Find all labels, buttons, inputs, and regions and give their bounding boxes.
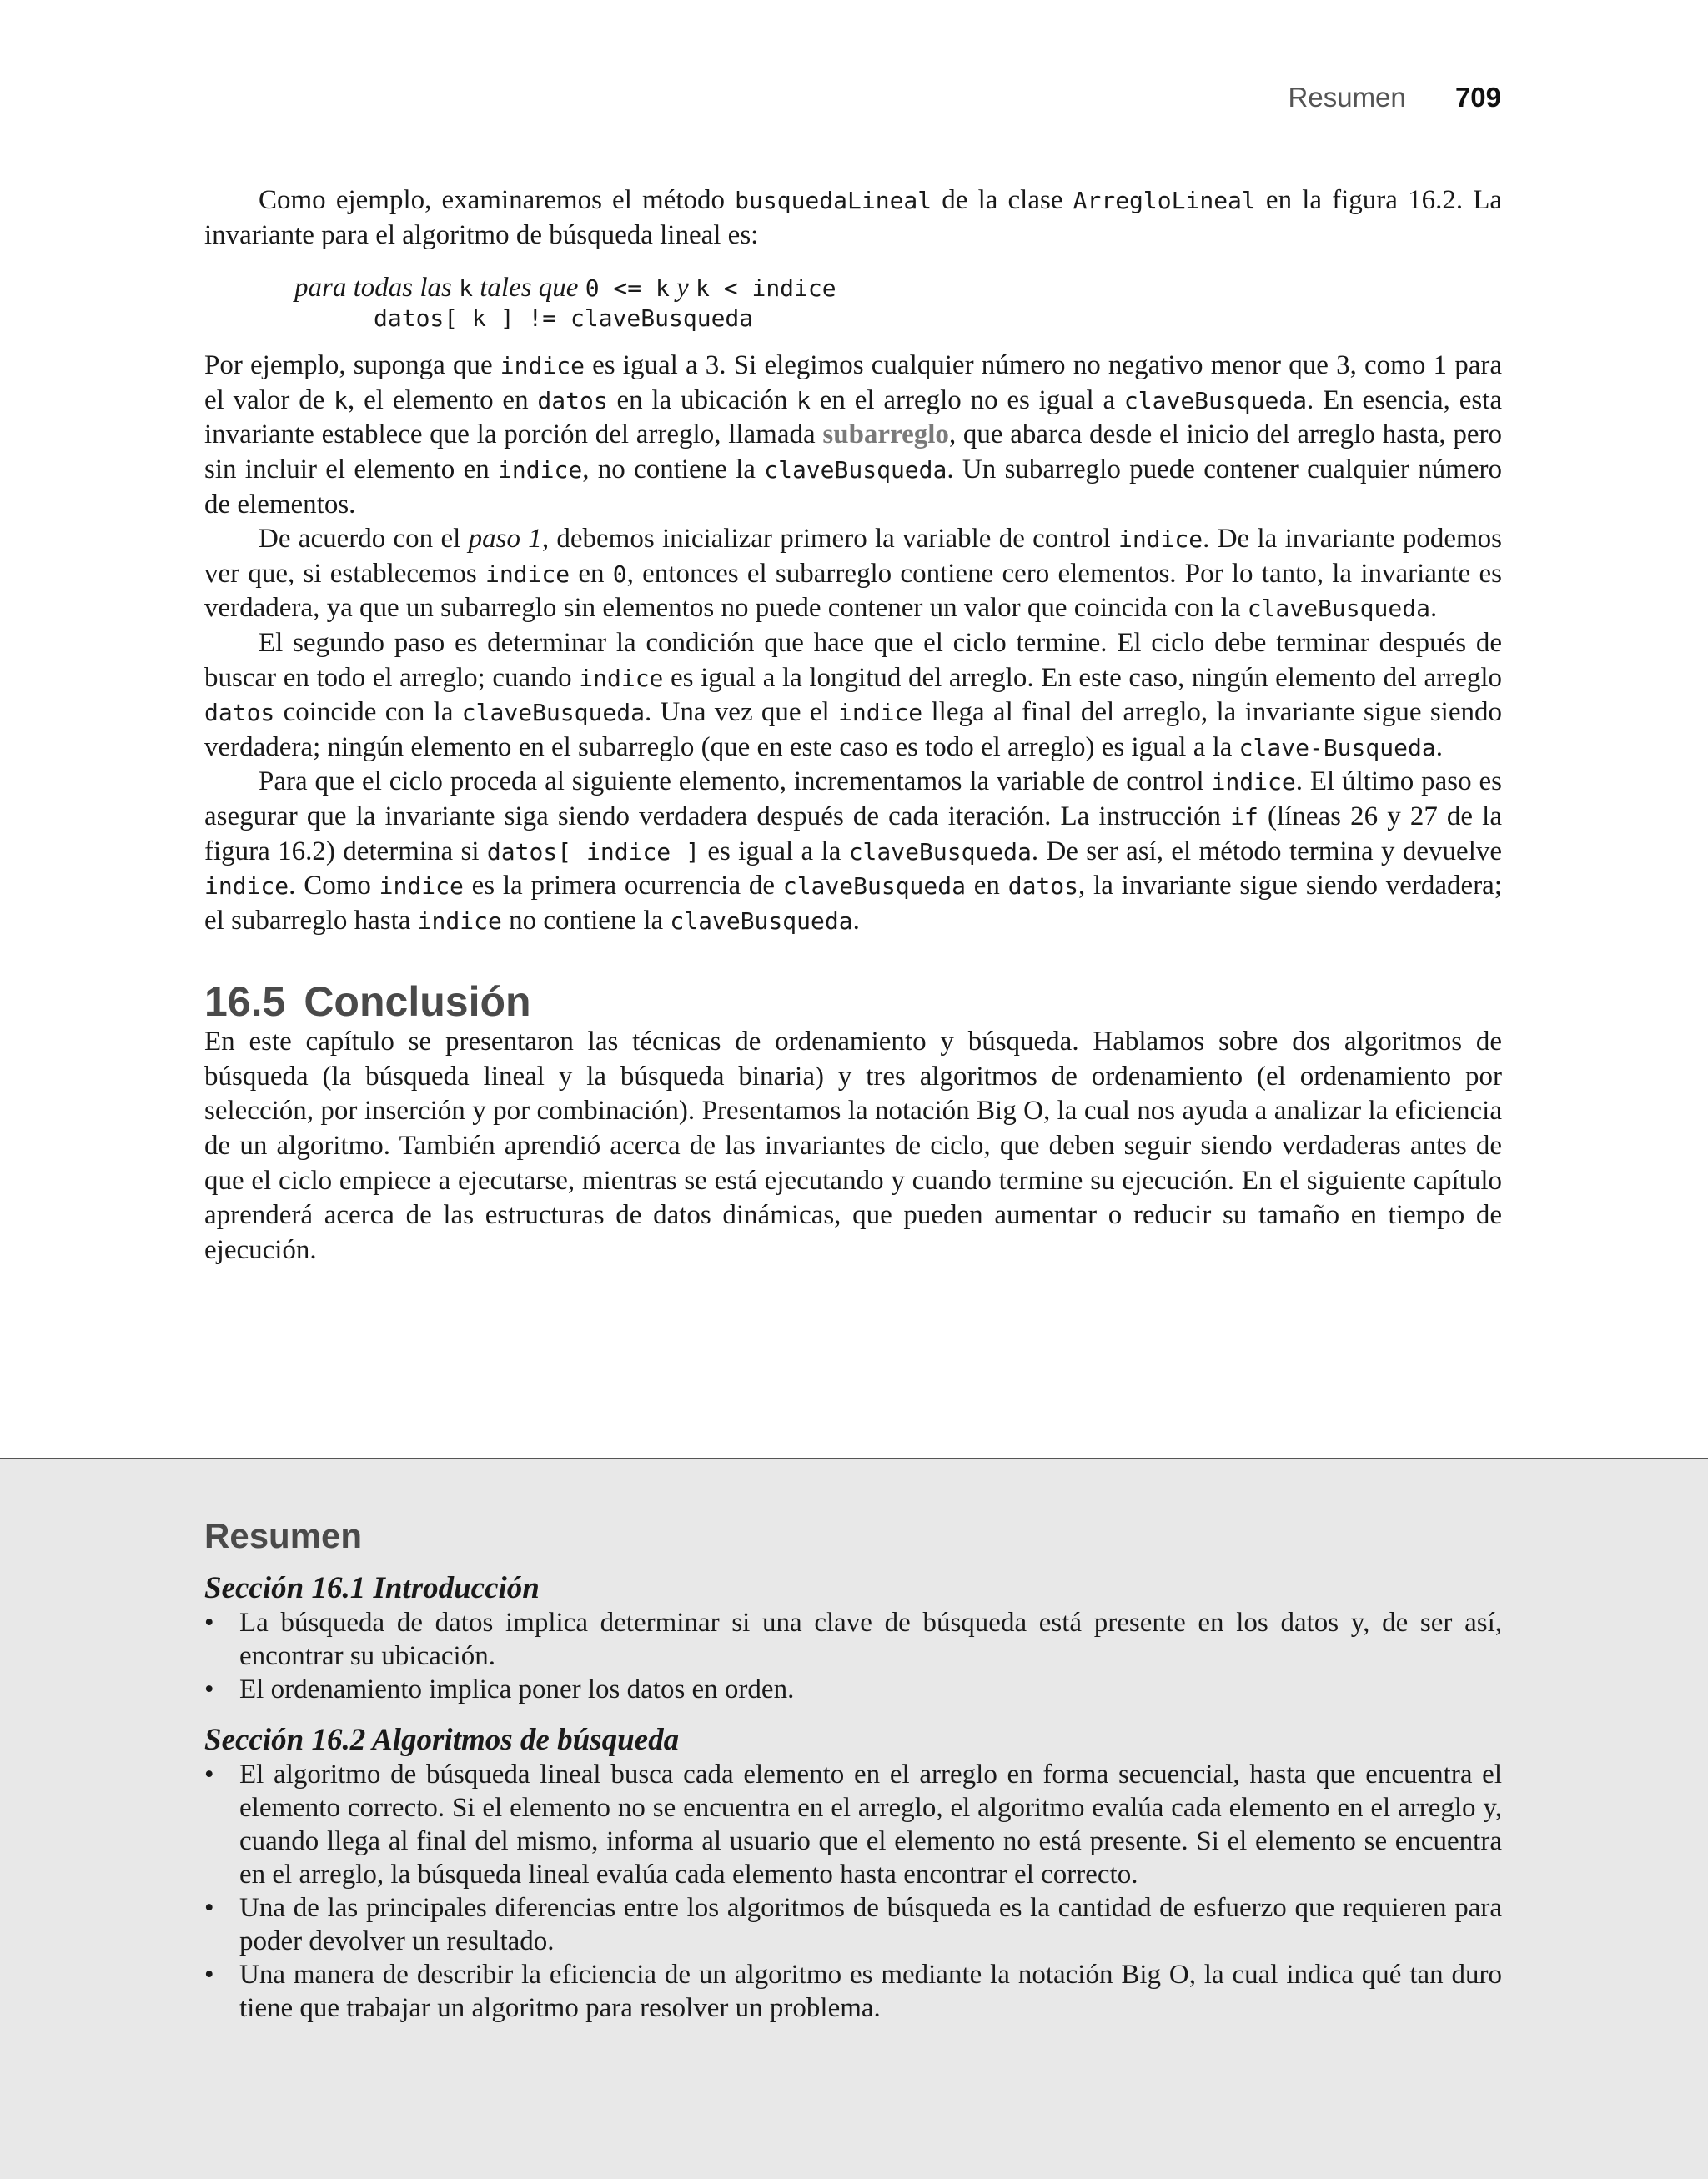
- list-item: • Una manera de describir la eficiencia de un algoritmo es mediante la notación Big O, la cual indica qué tan duro tiene que trabajar un algoritmo para resolver un problema.: [204, 1960, 1502, 2023]
- section-heading: [204, 978, 1502, 1025]
- section-number: 16.5: [204, 978, 286, 1026]
- page-number: 709: [1454, 82, 1501, 113]
- bullet-icon: •: [204, 1608, 214, 1638]
- main-content: [204, 183, 1502, 1268]
- paragraph-step3: Para que el ciclo proceda al siguiente elemento, incrementamos la variable de control indice. El último paso es asegurar que la invariante siga siendo verdadera después de cada iteración. La instrucción if (líneas 26 y 27 de la figura 16.2) determina si datos[ indice ] es igual a la claveBusqueda. De ser así, el método termina y devuelve indice. Como indice es la primera ocurrencia de claveBusqueda en datos, la invariante sigue siendo verdadera; el subarreglo hasta indice no contiene la claveBusqueda.: [204, 766, 1503, 936]
- header-section: Resumen: [1288, 82, 1406, 113]
- bullet-icon: •: [204, 1674, 214, 1705]
- summary-panel: [0, 1458, 1708, 2179]
- conclusion-paragraph: En este capítulo se presentaron las técnicas de ordenamiento y búsqueda. Hablamos sobre dos algoritmos de búsqueda (la búsqueda lineal y la búsqueda binaria) y tres algoritmos de ordenamiento (el ordenamiento por selección, por inserción y por combinación). Presentamos la notación Big O, la cual nos ayuda a analizar la eficiencia de un algoritmo. También aprendió acerca de las invariantes de ciclo, que deben seguir siendo verdaderas antes de que el ciclo empiece a ejecutarse, mientras se está ejecutando y cuando termine su ejecución. En el siguiente capítulo aprenderá acerca de las estructuras de datos dinámicas, que pueden aumentar o reducir su tamaño en tiempo de ejecución.: [204, 1027, 1502, 1265]
- running-header: [1289, 82, 1501, 113]
- bullet-icon: •: [204, 1960, 214, 1990]
- summary-section-heading: Sección 16.2 Algoritmos de búsqueda: [204, 1723, 680, 1757]
- summary-title: Resumen: [204, 1516, 363, 1555]
- keyword-subarreglo: subarreglo: [822, 419, 949, 450]
- list-item: • El ordenamiento implica poner los datos en orden.: [204, 1674, 795, 1705]
- paragraph-example: Por ejemplo, suponga que indice es igual a 3. Si elegimos cualquier número no negativo menor que 3, como 1 para el valor de k, el elemento en datos en la ubicación k en el arreglo no es igual a claveBusqueda. En esencia, esta invariante establece que la porción del arreglo, llamada subarreglo, que abarca desde el inicio del arreglo hasta, pero sin incluir el elemento en indice, no contiene la claveBusqueda. Un subarreglo puede contener cualquier número de elementos.: [204, 350, 1502, 520]
- invariant-statement: para todas las k tales que 0 <= k y k < indice datos[ k ] != claveBusqueda: [294, 273, 836, 333]
- paragraph-step2: El segundo paso es determinar la condición que hace que el ciclo termine. El ciclo debe terminar después de buscar en todo el arreglo; cuando indice es igual a la longitud del arreglo. En este caso, ningún elemento del arreglo datos coincide con la claveBusqueda. Una vez que el indice llega al final del arreglo, la invariante sigue siendo verdadera; ningún elemento en el subarreglo (que en este caso es todo el arreglo) es igual a la clave-Busqueda.: [204, 627, 1502, 762]
- summary-list: [204, 1606, 1502, 1706]
- bullet-icon: •: [204, 1760, 214, 1790]
- bullet-icon: •: [204, 1893, 214, 1923]
- summary-list: [204, 1758, 1502, 2025]
- paragraph-step1: De acuerdo con el paso 1, debemos inicializar primero la variable de control indice. De la invariante podemos ver que, si establecemos indice en 0, entonces el subarreglo contiene cero elementos. Por lo tanto, la invariante es verdadera, ya que un subarreglo sin elementos no puede contener un valor que coincida con la claveBusqueda.: [204, 524, 1503, 624]
- list-item: • La búsqueda de datos implica determinar si una clave de búsqueda está presente en los datos y, de ser así, encontrar su ubicación.: [204, 1608, 1502, 1671]
- summary-section-heading: Sección 16.1 Introducción: [204, 1571, 540, 1605]
- list-item: • Una de las principales diferencias entre los algoritmos de búsqueda es la cantidad de esfuerzo que requieren para poder devolver un resultado.: [204, 1893, 1502, 1956]
- intro-paragraph: Como ejemplo, examinaremos el método busquedaLineal de la clase ArregloLineal en la figura 16.2. La invariante para el algoritmo de búsqueda lineal es:: [204, 185, 1503, 250]
- list-item: • El algoritmo de búsqueda lineal busca cada elemento en el arreglo en forma secuencial, hasta que encuentra el elemento correcto. Si el elemento no se encuentra en el arreglo, el algoritmo evalúa cada elemento en el arreglo y, cuando llega al final del mismo, informa al usuario que el elemento no está presente. Si el elemento se encuentra en el arreglo, la búsqueda lineal evalúa cada elemento hasta encontrar el correcto.: [204, 1760, 1502, 1890]
- section-title: Conclusión: [304, 978, 531, 1026]
